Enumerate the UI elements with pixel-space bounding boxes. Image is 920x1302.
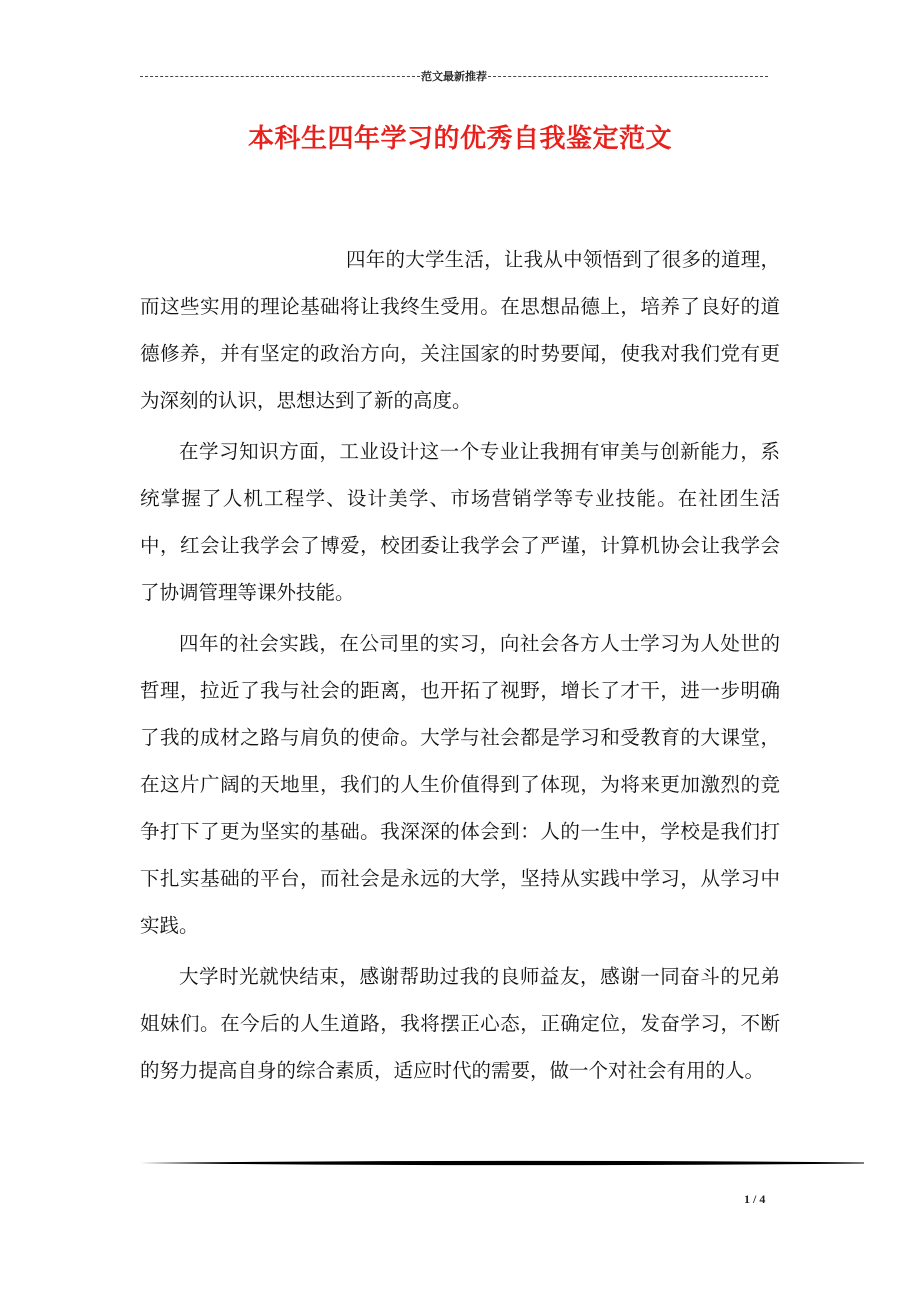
document-body <box>140 236 780 1098</box>
header-dash-left <box>140 76 420 77</box>
paragraph-1: 四年的大学生活，让我从中领悟到了很多的道理，而这些实用的理论基础将让我终生受用。在思想品德上，培养了良好的道德修养，并有坚定的政治方向，关注国家的时势要闻，使我对我们党有更为深刻的认识，思想达到了新的高度。 <box>140 248 780 412</box>
header-dash-right <box>488 76 768 77</box>
paragraph-4: 大学时光就快结束，感谢帮助过我的良师益友，感谢一同奋斗的兄弟姐妹们。在今后的人生道路，我将摆正心态，正确定位，发奋学习，不断的努力提高自身的综合素质，适应时代的需要，做一个对社会有用的人。 <box>140 965 780 1082</box>
footer-rule <box>140 1158 864 1168</box>
page-number: 1 / 4 <box>744 1192 766 1206</box>
paragraph-3: 四年的社会实践，在公司里的实习，向社会各方人士学习为人处世的哲理，拉近了我与社会的距离，也开拓了视野，增长了才干，进一步明确了我的成材之路与肩负的使命。大学与社会都是学习和受教育的大课堂，在这片广阔的天地里，我们的人生价值得到了体现，为将来更加激烈的竞争打下了更为坚实的基础。我深深的体会到：人的一生中，学校是我们打下扎实基础的平台，而社会是永远的大学，坚持从实践中学习，从学习中实践。 <box>140 632 780 937</box>
page-header <box>140 68 768 84</box>
document-title: 本科生四年学习的优秀自我鉴定范文 <box>247 124 672 154</box>
paragraph-2: 在学习知识方面，工业设计这一个专业让我拥有审美与创新能力，系统掌握了人机工程学、设计美学、市场营销学等专业技能。在社团生活中，红会让我学会了博爱，校团委让我学会了严谨，计算机协会让我学会了协调管理等课外技能。 <box>140 440 780 604</box>
header-label: 范文最新推荐 <box>421 70 487 83</box>
